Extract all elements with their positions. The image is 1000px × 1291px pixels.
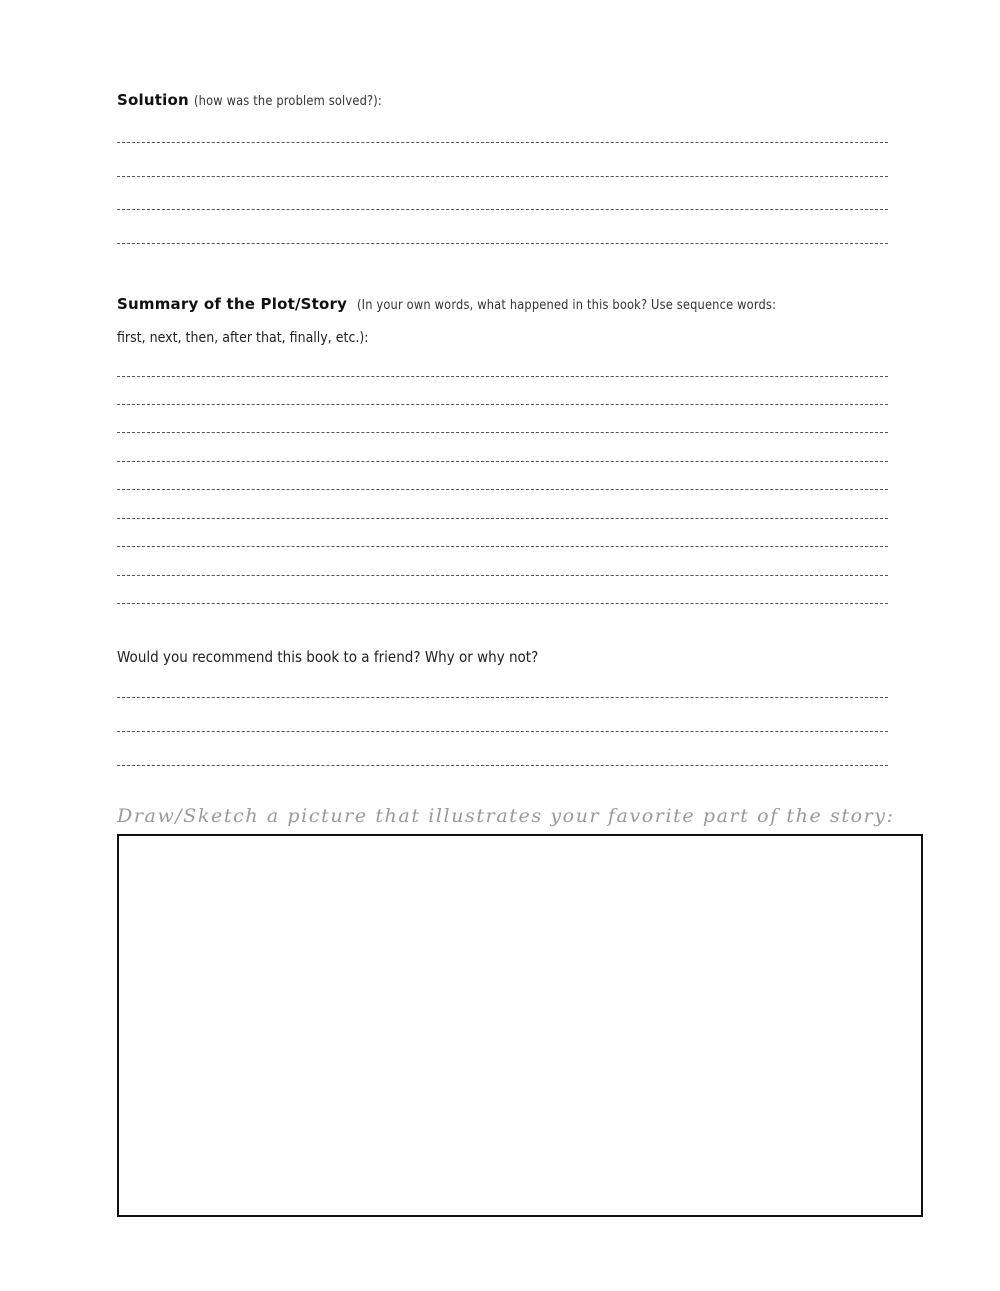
summary-note-line-2: first, next, then, after that, finally, etc.): <box>117 330 369 346</box>
summary-answer-line-5[interactable] <box>117 489 888 490</box>
solution-title: Solution <box>117 91 189 109</box>
summary-answer-line-3[interactable] <box>117 432 888 433</box>
solution-answer-line-2[interactable] <box>117 176 888 177</box>
recommend-prompt: Would you recommend this book to a friend? Why or why not? <box>117 648 539 666</box>
solution-note: (how was the problem solved?): <box>193 94 382 109</box>
solution-answer-line-4[interactable] <box>117 243 888 244</box>
summary-answer-line-4[interactable] <box>117 461 888 462</box>
recommend-answer-line-2[interactable] <box>117 731 888 732</box>
summary-title: Summary of the Plot/Story <box>117 295 348 313</box>
summary-answer-line-1[interactable] <box>117 376 888 377</box>
solution-heading <box>117 91 407 109</box>
summary-heading <box>117 295 833 313</box>
drawing-prompt: Draw/Sketch a picture that illustrates your favorite part of the story: <box>117 805 895 827</box>
recommend-answer-line-1[interactable] <box>117 697 888 698</box>
summary-answer-line-8[interactable] <box>117 575 888 576</box>
solution-answer-line-1[interactable] <box>117 142 888 143</box>
summary-answer-line-9[interactable] <box>117 603 888 604</box>
solution-answer-line-3[interactable] <box>117 209 888 210</box>
summary-note: (In your own words, what happened in this book? Use sequence words: <box>357 298 777 313</box>
summary-answer-line-6[interactable] <box>117 518 888 519</box>
summary-answer-line-2[interactable] <box>117 404 888 405</box>
summary-answer-line-7[interactable] <box>117 546 888 547</box>
drawing-area[interactable] <box>117 834 923 1217</box>
recommend-answer-line-3[interactable] <box>117 765 888 766</box>
